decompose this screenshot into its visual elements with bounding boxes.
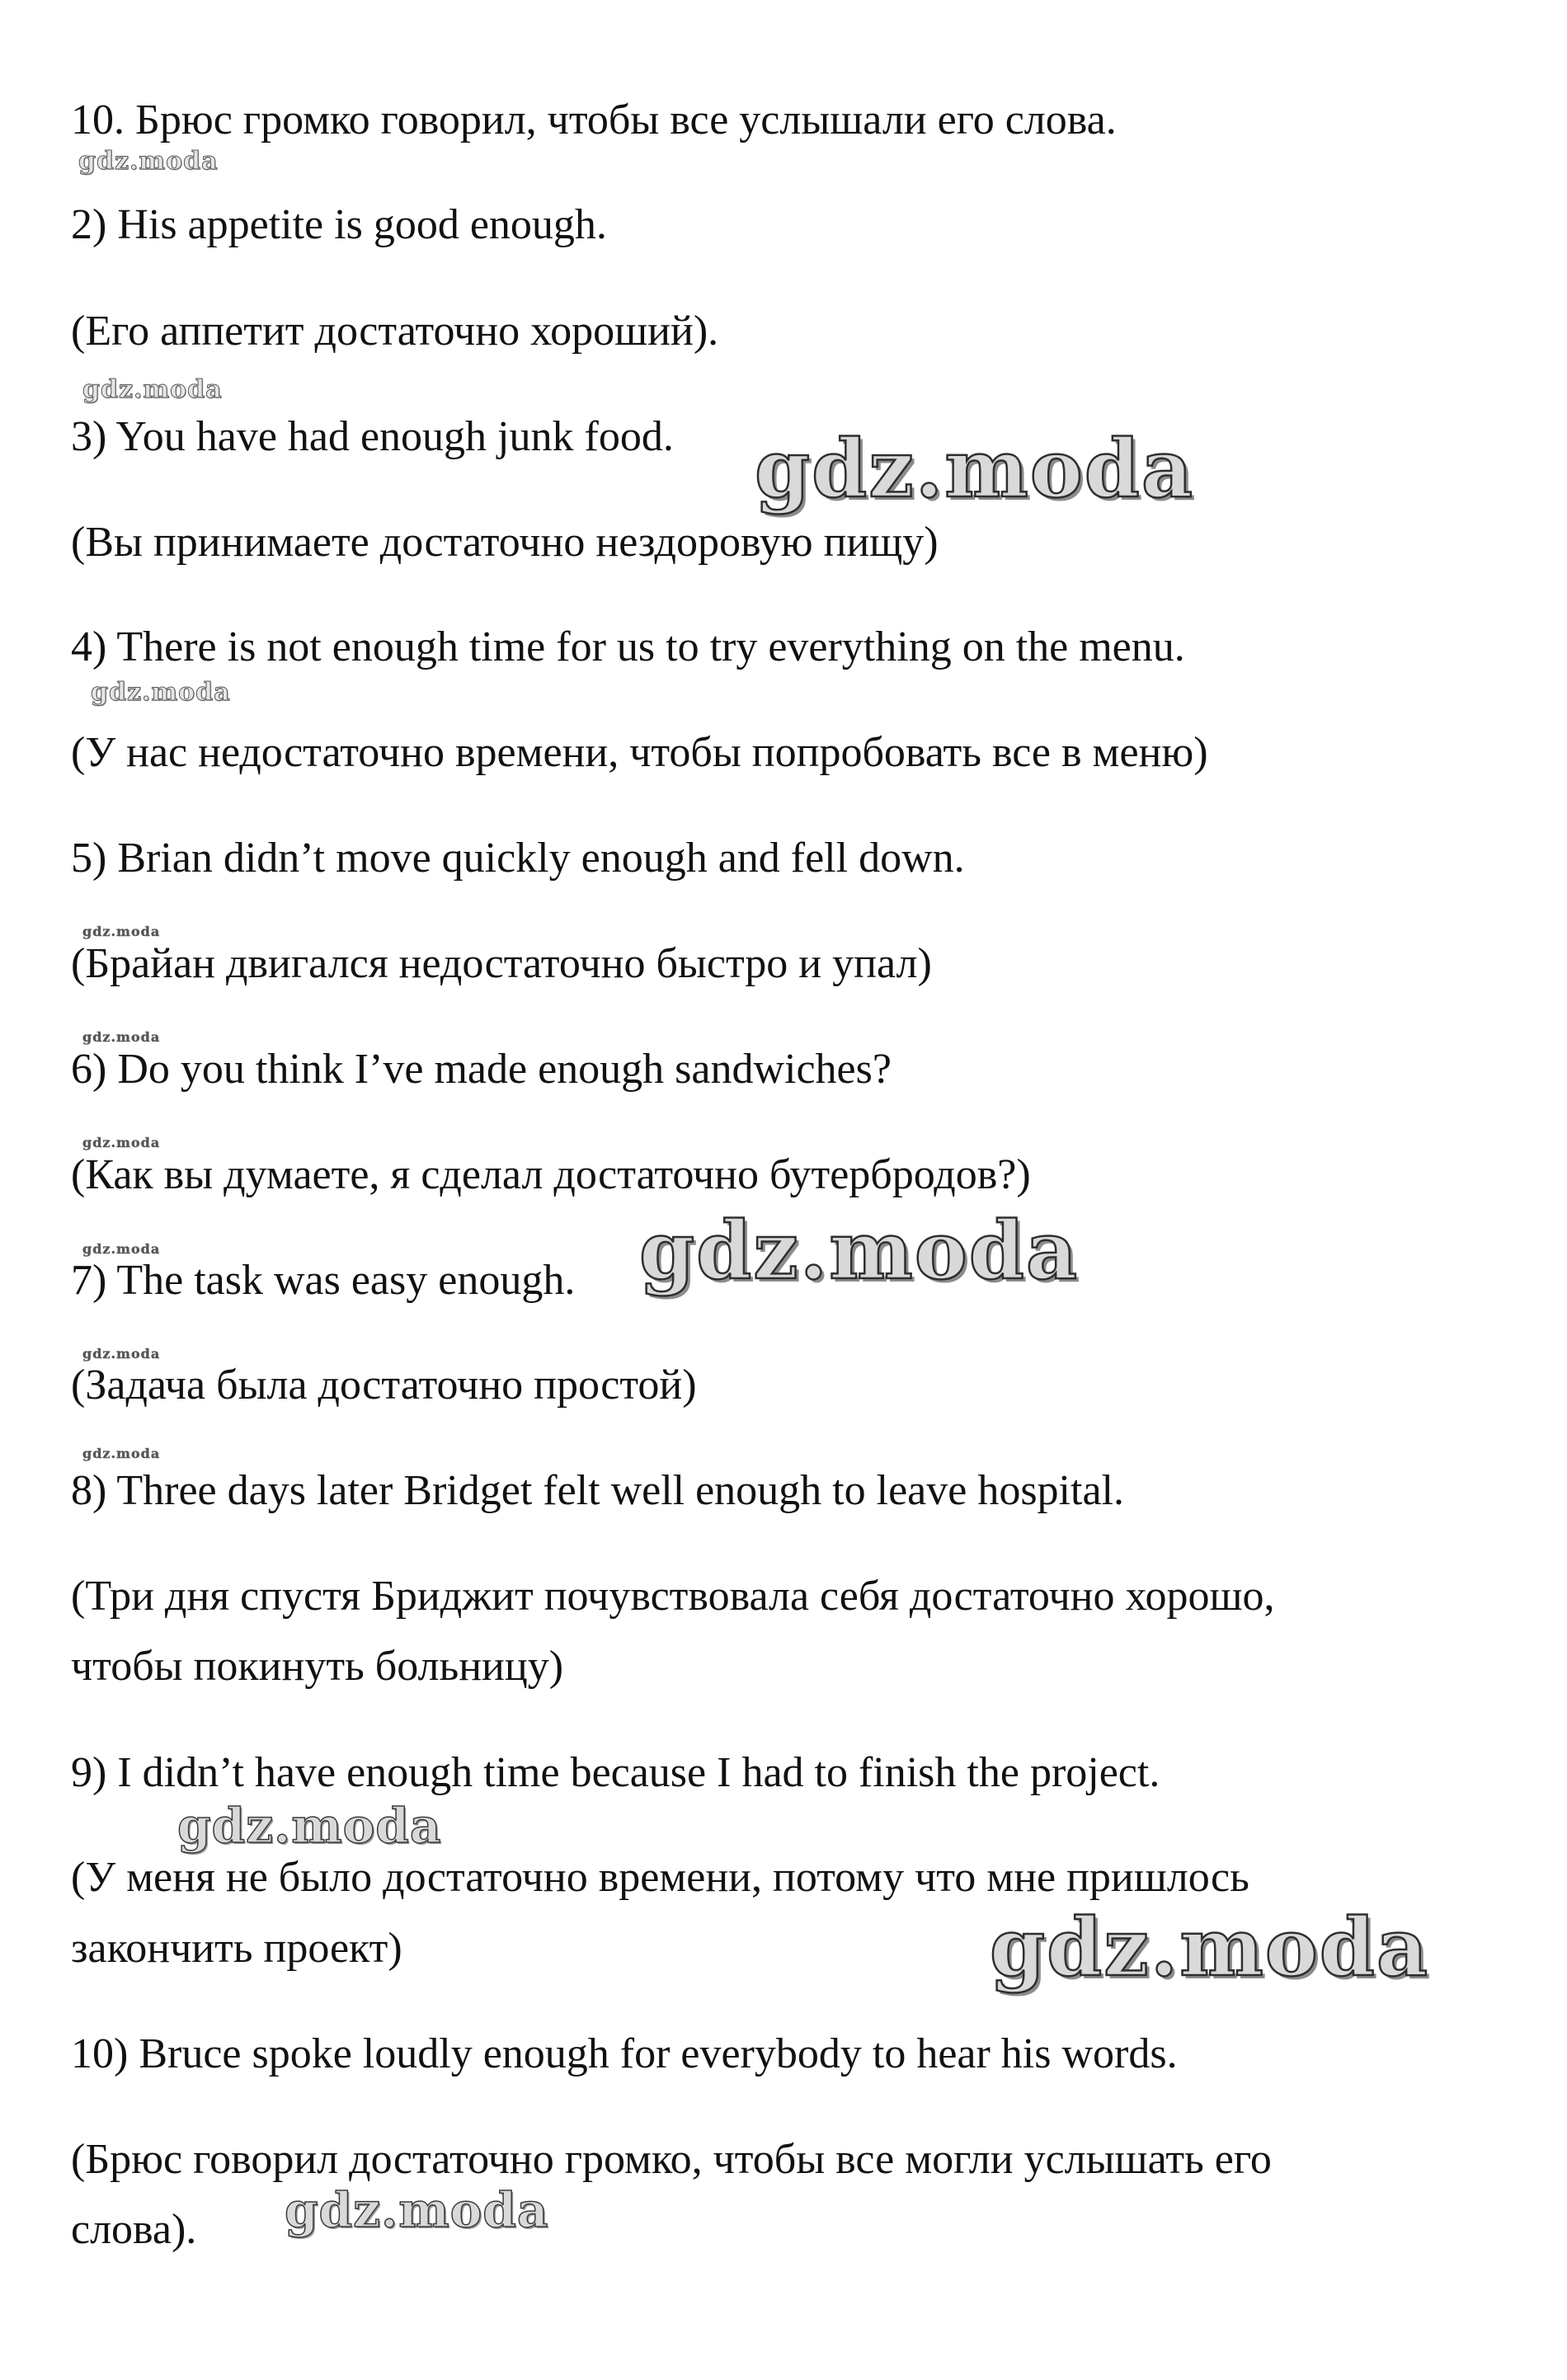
text-line-07: (У нас недостаточно времени, чтобы попробовать все в меню) (71, 729, 1208, 776)
text-line-05: (Вы принимаете достаточно нездоровую пищу) (71, 519, 939, 566)
text-line-09: (Брайан двигался недостаточно быстро и упал) (71, 940, 932, 987)
watermark: gdz.moda (82, 924, 161, 939)
text-line-01: 10. Брюс громко говорил, чтобы все услышали его слова. (71, 96, 1117, 143)
watermark: gdz.moda (177, 1798, 442, 1854)
watermark: gdz.moda (285, 2182, 549, 2238)
text-line-04: 3) You have had enough junk food. (71, 413, 674, 460)
text-line-02: 2) His appetite is good enough. (71, 201, 607, 248)
text-line-19: закончить проект) (71, 1925, 402, 1972)
watermark: gdz.moda (82, 1241, 161, 1257)
text-line-18: (У меня не было достаточно времени, потому что мне пришлось (71, 1854, 1249, 1901)
text-line-16: чтобы покинуть больницу) (71, 1643, 564, 1690)
text-line-22: слова). (71, 2206, 197, 2253)
text-line-12: 7) The task was easy enough. (71, 1257, 576, 1304)
watermark: gdz.moda (78, 147, 219, 176)
text-line-11: (Как вы думаете, я сделал достаточно бутербродов?) (71, 1151, 1031, 1198)
watermark: gdz.moda (639, 1204, 1080, 1297)
watermark: gdz.moda (82, 375, 223, 404)
watermark: gdz.moda (82, 1446, 161, 1461)
watermark: gdz.moda (82, 1135, 161, 1150)
text-line-20: 10) Bruce spoke loudly enough for everybody to hear his words. (71, 2030, 1178, 2077)
watermark: gdz.moda (82, 1346, 161, 1362)
text-line-15: (Три дня спустя Бриджит почувствовала себя достаточно хорошо, (71, 1573, 1275, 1620)
text-line-06: 4) There is not enough time for us to try everything on the menu. (71, 623, 1185, 670)
text-line-21: (Брюс говорил достаточно громко, чтобы все могли услышать его (71, 2136, 1272, 2183)
watermark: gdz.moda (990, 1901, 1430, 1994)
text-line-14: 8) Three days later Bridget felt well enough to leave hospital. (71, 1467, 1124, 1514)
watermark: gdz.moda (91, 678, 231, 707)
text-line-17: 9) I didn’t have enough time because I had to finish the project. (71, 1749, 1160, 1796)
text-line-03: (Его аппетит достаточно хороший). (71, 308, 719, 355)
watermark: gdz.moda (755, 422, 1195, 515)
text-line-10: 6) Do you think I’ve made enough sandwiches? (71, 1046, 892, 1093)
text-line-13: (Задача была достаточно простой) (71, 1362, 697, 1409)
text-line-08: 5) Brian didn’t move quickly enough and fell down. (71, 835, 965, 882)
watermark: gdz.moda (82, 1029, 161, 1045)
